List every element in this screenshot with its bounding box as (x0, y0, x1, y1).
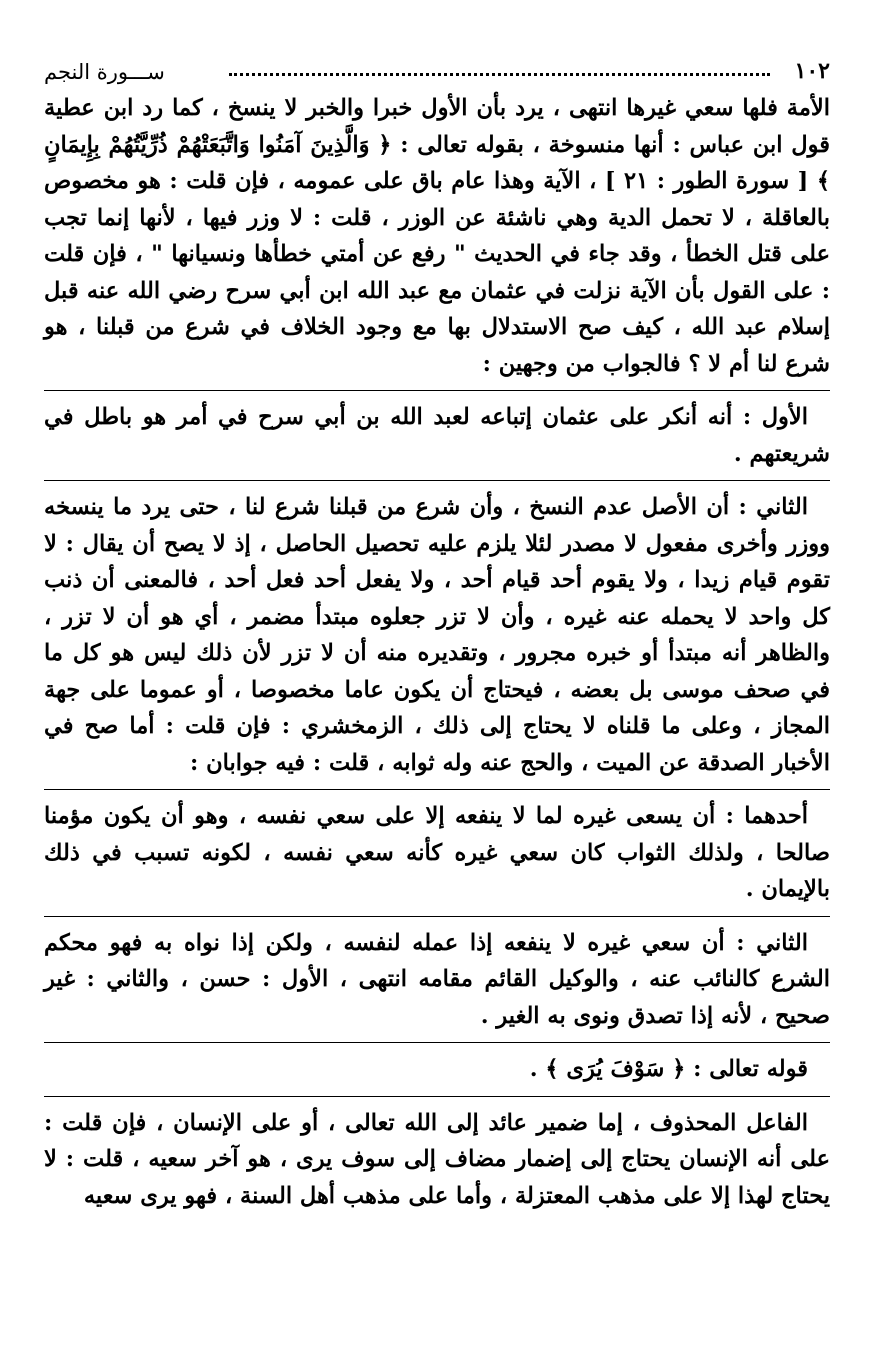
surah-title: ســـورة النجم (44, 60, 165, 84)
page-header (44, 42, 830, 90)
paragraph: أحدهما : أن يسعى غيره لما لا ينفعه إلا على سعي نفسه ، وهو أن يكون مؤمنا صالحا ، ولذلك الثواب كان سعي غيره كأنه سعي نفسه ، لكونه تسبب في ذلك بالإيمان . (44, 803, 830, 902)
paragraph-divider (44, 480, 830, 481)
header-dotted-rule (229, 73, 770, 76)
paragraph-divider (44, 789, 830, 790)
paragraph-divider (44, 916, 830, 917)
paragraph: الفاعل المحذوف ، إما ضمير عائد إلى الله تعالى ، أو على الإنسان ، فإن قلت : على أنه الإنسان يحتاج إلى إضمار مضاف إلى سوف يرى ، هو آخر سعيه ، قلت : لا يحتاج لهذا إلا على مذهب المعتزلة ، وأما على مذهب أهل السنة ، فهو يرى سعيه (44, 1109, 830, 1209)
paragraph-divider (44, 390, 830, 391)
quran-verse-heading: قوله تعالى : ﴿ سَوْفَ يُرَى ﴾ . (529, 1056, 808, 1082)
paragraph: الثاني : أن الأصل عدم النسخ ، وأن شرع من قبلنا شرع لنا ، حتى يرد ما ينسخه ووزر وأخرى مفعول لا مصدر لئلا يلزم عليه تحصيل الحاصل ، إذ لا يصح أن يقال : لا تقوم قيام زيدا ، ولا يقوم أحد قيام أحد ، ولا يفعل أحد فعل أحد ، فالمعنى أن ذنب كل واحد لا يحمله عنه غيره ، وأن لا تزر جعلوه مبتدأ مضمر ، أي هو أن لا تزر ، والظاهر أنه مبتدأ أو خبره مجرور ، وتقديره منه أن لا تزر لأن ذلك ليس هو كل ما في صحف موسى بل بعضه ، فيحتاج أن يكون عاما مخصوصا ، أو عموما على جهة المجاز ، وعلى ما قلناه لا يحتاج إلى ذلك ، الزمخشري : فإن قلت : أما صح في الأخبار الصدقة عن الميت ، والحج عنه وله ثوابه ، قلت : فيه جوابان : (44, 494, 830, 776)
book-page (44, 42, 830, 1214)
paragraph: الثاني : أن سعي غيره لا ينفعه إذا عمله لنفسه ، ولكن إذا نواه به فهو محكم الشرع كالنائب عنه ، والوكيل القائم مقامه انتهى ، الأول : حسن ، والثاني : غير صحيح ، لأنه إذا تصدق ونوى به الغير . (44, 929, 830, 1029)
paragraph-divider (44, 1042, 830, 1043)
page-number: ١٠٢ (794, 58, 830, 84)
paragraph-divider (44, 1096, 830, 1097)
paragraph: الأمة فلها سعي غيرها انتهى ، يرد بأن الأول خبرا والخبر لا ينسخ ، كما رد ابن عطية قول ابن عباس : أنها منسوخة ، بقوله تعالى : ﴿ وَالَّذِينَ آمَنُوا وَاتَّبَعَتْهُمْ ذُرِّيَّتُهُمْ بِإِيمَانٍ ﴾ [ سورة الطور : ٢١ ] ، الآية وهذا عام باق على عمومه ، فإن قلت : هو مخصوص بالعاقلة ، لا تحمل الدية وهي ناشئة عن الوزر ، قلت : لا وزر فيها ، لأنها إنما تجب على قتل الخطأ ، وقد جاء في الحديث " رفع عن أمتي خطأها ونسيانها " ، فإن قلت : على القول بأن الآية نزلت في عثمان مع عبد الله ابن أبي سرح رضي الله عنه قبل إسلام عبد الله ، كيف صح الاستدلال بها مع وجود الخلاف في شرع من قبلنا ، هو شرع لنا أم لا ؟ فالجواب من وجهين : (44, 95, 830, 377)
paragraph: الأول : أنه أنكر على عثمان إتباعه لعبد الله بن أبي سرح في أمر هو باطل في شريعتهم . (44, 404, 830, 467)
